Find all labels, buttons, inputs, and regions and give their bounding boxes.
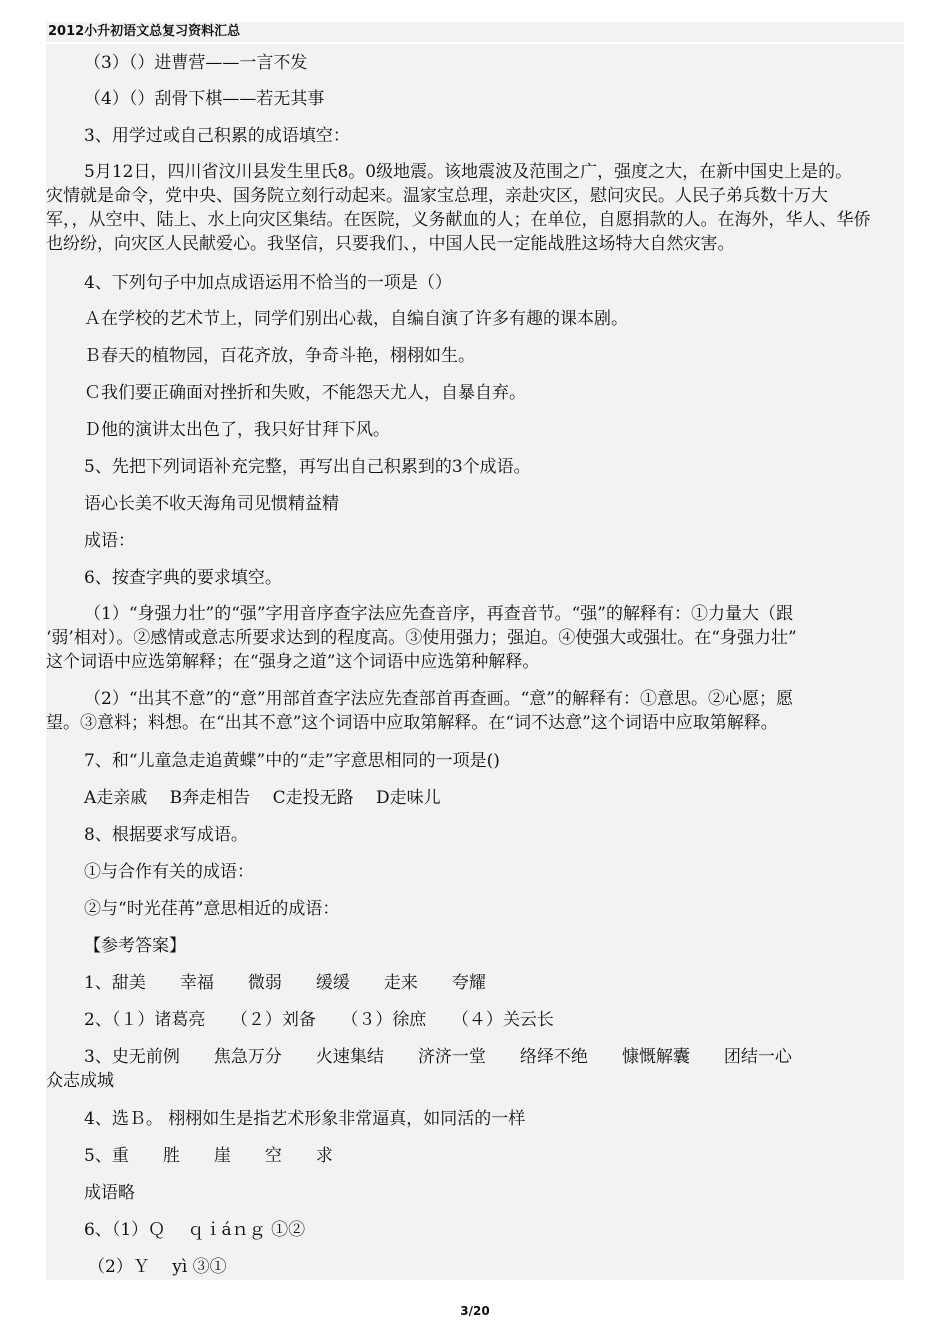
text-line: Ｄ他的演讲太出色了，我只好甘拜下风。 — [84, 420, 390, 440]
text-line: 灾情就是命令，党中央、国务院立刻行动起来。温家宝总理，亲赴灾区，慰问灾民。人民子弟兵数十万大 — [46, 186, 828, 206]
text-line: 语心长美不收天海角司见惯精益精 — [84, 494, 339, 514]
text-line: ‘弱’相对）。②感情或意志所要求达到的程度高。③使用强力；强迫。④使强大或强壮。在“身强力壮” — [46, 628, 797, 648]
text-line: 成语略 — [84, 1183, 135, 1203]
section-heading: 【参考答案】 — [84, 936, 186, 956]
text-line: 5、重 胜 崖 空 求 — [84, 1146, 333, 1166]
text-line: （4）（）刮骨下棋——若无其事 — [84, 89, 325, 109]
text-line: 5月12日，四川省汶川县发生里氏8。0级地震。该地震波及范围之广，强度之大，在新中国史上是的。 — [84, 162, 853, 182]
text-line: 4、选Ｂ。 栩栩如生是指艺术形象非常逼真，如同活的一样 — [84, 1109, 526, 1129]
page-content — [46, 44, 904, 1280]
text-line: （2）Ｙ yì ③① — [88, 1257, 227, 1277]
text-line: A走亲戚 B奔走相告 C走投无路 D走味儿 — [84, 788, 441, 808]
text-line: 成语： — [84, 531, 135, 551]
document-header: 2012小升初语文总复习资料汇总 — [46, 22, 904, 42]
text-line: 6、按查字典的要求填空。 — [84, 568, 282, 588]
text-line: ①与合作有关的成语： — [84, 862, 254, 882]
text-line: Ｃ我们要正确面对挫折和失败，不能怨天尤人，自暴自弃。 — [84, 383, 526, 403]
text-line: 3、用学过或自己积累的成语填空： — [84, 126, 350, 146]
text-line: 众志成城 — [46, 1071, 114, 1091]
text-line: 这个词语中应选第解释；在“强身之道”这个词语中应选第种解释。 — [46, 652, 540, 672]
text-line: Ｂ春天的植物园，百花齐放，争奇斗艳，栩栩如生。 — [84, 346, 475, 366]
text-line: 3、史无前例 焦急万分 火速集结 济济一堂 络绎不绝 慷慨解囊 团结一心 — [84, 1047, 792, 1067]
text-line: 也纷纷，向灾区人民献爱心。我坚信，只要我们、，中国人民一定能战胜这场特大自然灾害。 — [46, 234, 735, 254]
text-line: 8、根据要求写成语。 — [84, 825, 248, 845]
text-line: 2、（１）诸葛亮 （２）刘备 （３）徐庶 （４）关云长 — [84, 1010, 554, 1030]
text-line: 7、和“儿童急走追黄蝶”中的“走”字意思相同的一项是() — [84, 751, 500, 771]
text-line: Ａ在学校的艺术节上，同学们别出心裁，自编自演了许多有趣的课本剧。 — [84, 309, 628, 329]
text-line: ②与“时光荏苒”意思相近的成语： — [84, 899, 340, 919]
text-line: （3）（）进曹营——一言不发 — [84, 53, 308, 73]
text-line: 4、下列句子中加点成语运用不恰当的一项是（） — [84, 273, 452, 293]
text-line: （1）“身强力壮”的“强”字用音序查字法应先查音序，再查音节。“强”的解释有：①力量大（跟 — [84, 604, 793, 624]
text-line: （2）“出其不意”的“意”用部首查字法应先查部首再查画。“意”的解释有：①意思。②心愿；愿 — [84, 689, 793, 709]
page-number: 3/20 — [460, 1304, 490, 1318]
text-line: 6、（1）Ｑ ｑｉáｎｇ ①② — [84, 1220, 306, 1240]
text-line: 1、甜美 幸福 微弱 缓缓 走来 夸耀 — [84, 973, 486, 993]
text-line: 望。③意料；料想。在“出其不意”这个词语中应取第解释。在“词不达意”这个词语中应取第解释。 — [46, 713, 778, 733]
text-line: 军，，从空中、陆上、水上向灾区集结。在医院，义务献血的人；在单位，自愿捐款的人。在海外，华人、华侨 — [46, 210, 871, 230]
text-line: 5、先把下列词语补充完整，再写出自己积累到的3个成语。 — [84, 457, 531, 477]
